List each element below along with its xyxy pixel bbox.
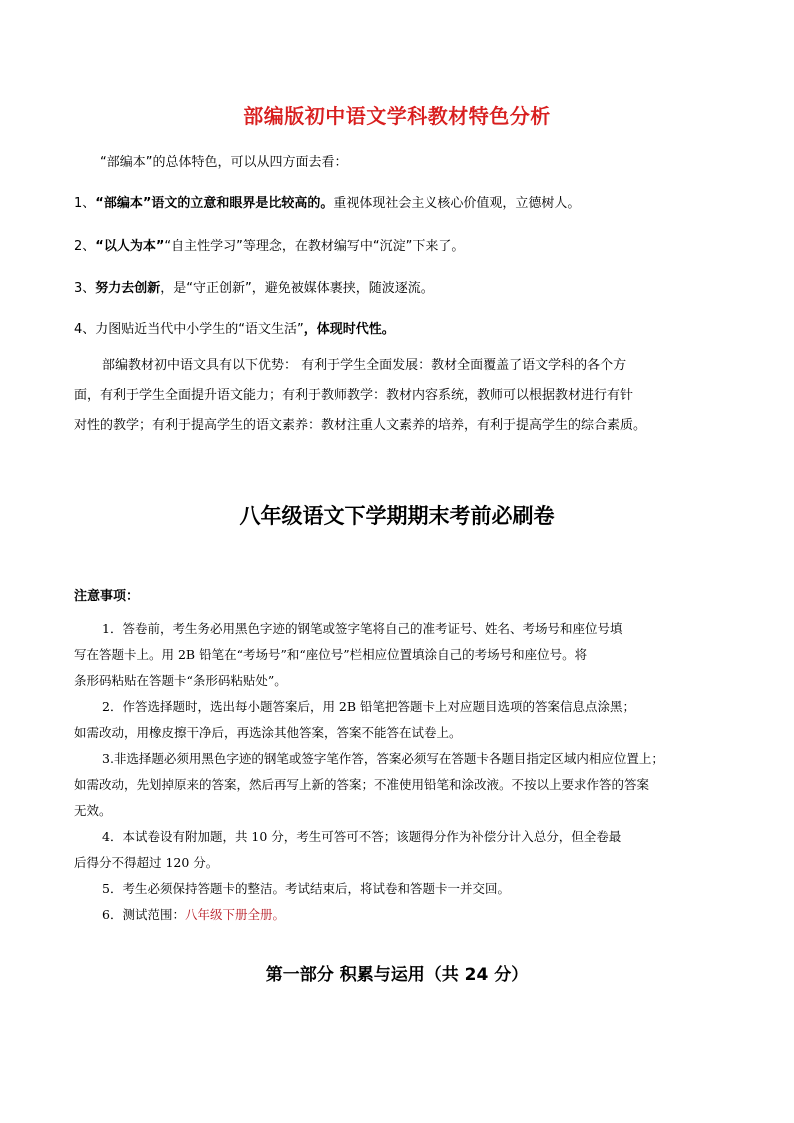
notice-item: 3.非选择题必须用黑色字迹的钢笔或签字笔作答，答案必须写在答题卡各题目指定区域内相应位置上； <box>102 751 664 766</box>
exam-title: 八年级语文下学期期末考前必刷卷 <box>239 504 555 528</box>
part-one-title: 第一部分 积累与运用（共 24 分） <box>265 965 529 985</box>
intro-text: “部编本”的总体特色，可以从四方面去看： <box>100 155 348 170</box>
notice-heading: 注意事项： <box>74 589 140 604</box>
document-title: 部编版初中语文学科教材特色分析 <box>243 104 551 128</box>
notice-item: 5．考生必须保持答题卡的整洁。考试结束后，将试卷和答题卡一并交回。 <box>102 881 510 896</box>
advantages-paragraph: 部编教材初中语文具有以下优势： 有利于学生全面发展：教材全面覆盖了语文学科的各个方 面，有利于学生全面提升语文能力；有利于教师教学：教材内容系统，教师可以根据教材进行有针 对性的教学；有利于提高学生的语文素养：教材注重人文素养的培养，有利于提高学生的综合素质。 <box>74 358 647 433</box>
notice-scope: 6．测试范围：八年级下册全册。 <box>102 907 285 922</box>
point-4: 4、力图贴近当代中小学生的“语文生活”，体现时代性。 <box>74 322 395 337</box>
notice-item: 1．答卷前，考生务必用黑色字迹的钢笔或签字笔将自己的准考证号、姓名、考场号和座位号填 <box>102 621 623 636</box>
point-3: 3、努力去创新，是“守正创新”，避免被媒体裹挟，随波逐流。 <box>74 281 434 296</box>
notice-list: 1．答卷前，考生务必用黑色字迹的钢笔或签字笔将自己的准考证号、姓名、考场号和座位号填 写在答题卡上。用 2B 铅笔在“考场号”和“座位号”栏相应位置填涂自己的考场号和座位号。将 条形码粘贴在答题卡“条形码粘贴处”。 2．作答选择题时，选出每小题答案后，用 2B 铅笔把答题卡上对应题目选项的答案信息点涂黑； 如需改动，用橡皮擦干净后，再选涂其他答案，答案不能答在试卷上。 3.非选择题必须用黑色字迹的钢笔或签字笔作答，答案必须写在答题卡各题目指定区域内相应位置上； 如需改动，先划掉原来的答案，然后再写上新的答案；不准使用铅笔和涂改液。不按以上要求作答的答案 无效。 4．本试卷设有附加题，共 10 分，考生可答可不答；该题得分作为补偿分计入总分，但全卷最 后得分不得超过 120 分。 5．考生必须保持答题卡的整洁。考试结束后，将试卷和答题卡一并交回。 6．测试范围：八年级下册全册。 <box>74 616 674 928</box>
notice-item: 4．本试卷设有附加题，共 10 分，考生可答可不答；该题得分作为补偿分计入总分，但全卷最 <box>102 829 622 844</box>
point-1: 1、“部编本”语文的立意和眼界是比较高的。重视体现社会主义核心价值观，立德树人。 <box>74 196 581 211</box>
point-2: 2、“以人为本”“自主性学习”等理念，在教材编写中“沉淀”下来了。 <box>74 239 465 254</box>
notice-item: 2．作答选择题时，选出每小题答案后，用 2B 铅笔把答题卡上对应题目选项的答案信息点涂黑； <box>102 699 636 714</box>
